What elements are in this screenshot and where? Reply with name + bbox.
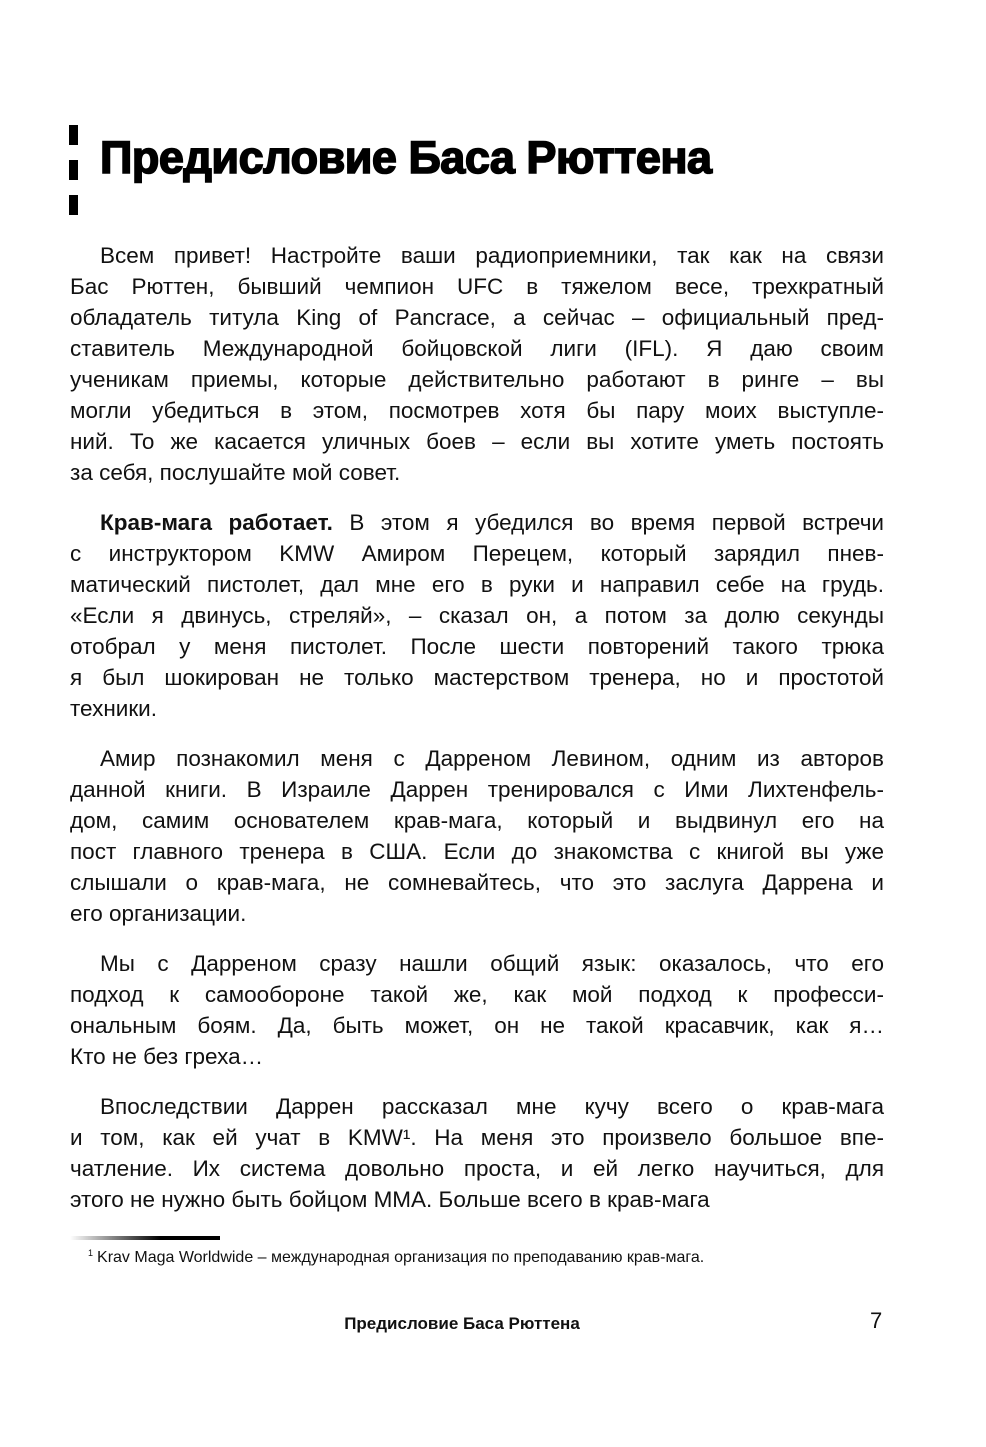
text-line [70,743,884,774]
title-marker-bar [69,125,78,145]
text-line [70,1153,884,1184]
footnote-divider [70,1236,220,1240]
running-footer: Предисловие Баса Рюттена [344,1314,580,1333]
line-text: обладатель титула King of Pancrace, а сейчас – официальный пред- [70,305,884,330]
text-line [70,948,884,979]
text-line [70,631,884,662]
paragraph [70,948,884,1072]
line-text: этого не нужно быть бойцом MMA. Больше всего в крав-мага [70,1187,710,1212]
line-text: за себя, послушайте мой совет. [70,460,401,485]
line-text: отобрал у меня пистолет. После шести повторений такого трюка [70,634,884,659]
text-line [70,240,884,271]
title-marker-bar [69,160,78,180]
line-text: ставитель Международной бойцовской лиги (IFL). Я даю своим [70,336,884,361]
line-text: чатление. Их система довольно проста, и ей легко научиться, для [70,1156,884,1181]
footnote [88,1248,704,1267]
text-line [70,426,884,457]
line-text: ний. То же касается уличных боев – если вы хотите уметь постоять [70,429,884,454]
text-line [70,364,884,395]
line-text: дом, самим основателем крав-мага, который и выдвинул его на [70,808,884,833]
line-text: подход к самообороне такой же, как мой подход к професси- [70,982,884,1007]
line-text: Кто не без греха… [70,1044,264,1069]
text-line [70,1184,884,1215]
text-line [70,569,884,600]
line-text: техники. [70,696,157,721]
text-line [70,774,884,805]
line-text: В этом я убедился во время первой встречи [332,510,884,535]
line-text: Бас Рюттен, бывший чемпион UFC в тяжелом весе, трехкратный [70,274,884,299]
text-line [70,538,884,569]
line-text: Впоследствии Даррен рассказал мне кучу всего о крав-мага [100,1094,884,1119]
text-line [70,836,884,867]
line-text: могли убедиться в этом, посмотрев хотя бы пару моих выступле- [70,398,884,423]
text-line [70,805,884,836]
footnote-text: Krav Maga Worldwide – международная организация по преподаванию крав-мага. [97,1249,705,1266]
page-title: Предисловие Баса Рюттена [100,132,712,183]
text-line [70,1122,884,1153]
paragraph [70,1091,884,1215]
text-line [70,1010,884,1041]
paragraph [70,507,884,724]
bold-lead: Крав-мага работает. [100,510,333,535]
text-line [70,457,884,488]
paragraph [70,743,884,929]
line-text: матический пистолет, дал мне его в руки и направил себе на грудь. [70,572,884,597]
text-line [70,507,884,538]
line-text: его организации. [70,901,247,926]
line-text: «Если я двинусь, стреляй», – сказал он, а потом за долю секунды [70,603,884,628]
text-line [70,693,884,724]
line-text: ученикам приемы, которые действительно работают в ринге – вы [70,367,884,392]
line-text: я был шокирован не только мастерством тренера, но и простотой [70,665,884,690]
line-text: с инструктором KMW Амиром Перецем, который зарядил пнев- [70,541,884,566]
title-marker-bar [69,195,78,215]
text-line [70,1041,884,1072]
text-line [70,600,884,631]
text-line [70,1091,884,1122]
text-line [70,662,884,693]
line-text: слышали о крав-мага, не сомневайтесь, что это заслуга Даррена и [70,870,884,895]
page-number: 7 [870,1308,883,1333]
line-text: Мы с Дарреном сразу нашли общий язык: оказалось, что его [100,951,884,976]
footnote-marker: 1 [88,1248,94,1258]
text-line [70,867,884,898]
text-line [70,395,884,426]
text-line [70,271,884,302]
line-text: и том, как ей учат в KMW¹. На меня это произвело большое впе- [70,1125,884,1150]
line-text: Всем привет! Настройте ваши радиоприемники, так как на связи [100,243,884,268]
line-text: ональным боям. Да, быть может, он не такой красавчик, как я… [70,1013,884,1038]
body-text [70,240,884,1234]
text-line [70,333,884,364]
paragraph [70,240,884,488]
text-line [70,302,884,333]
line-text: пост главного тренера в США. Если до знакомства с книгой вы уже [70,839,884,864]
text-line [70,898,884,929]
line-text: данной книги. В Израиле Даррен тренировался с Ими Лихтенфель- [70,777,884,802]
text-line [70,979,884,1010]
line-text: Амир познакомил меня с Дарреном Левином, одним из авторов [100,746,884,771]
